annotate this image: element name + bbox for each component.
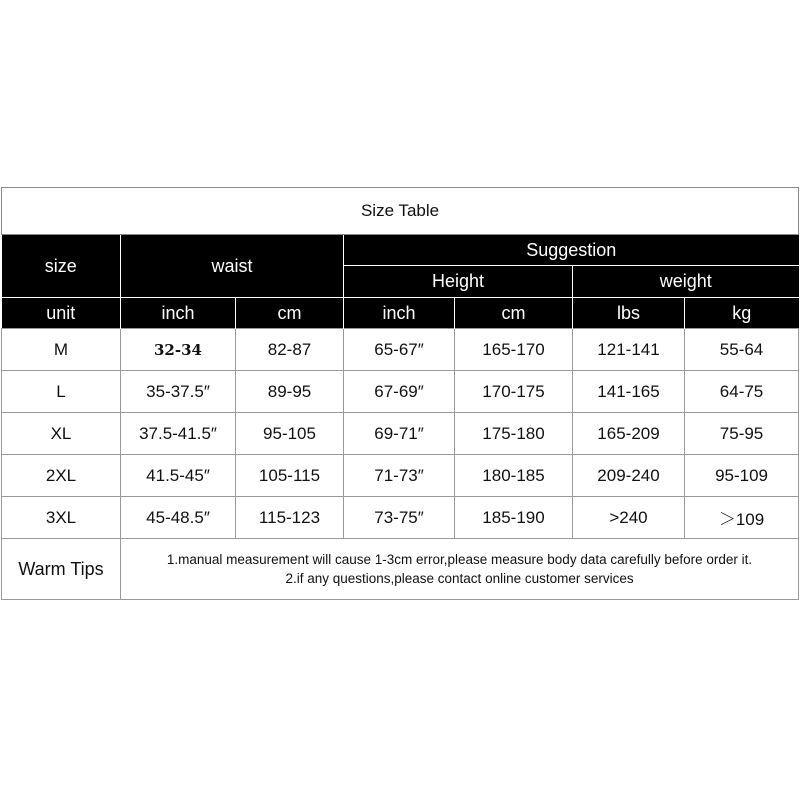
warm-tips-text — [121, 539, 799, 600]
height-inch-cell: 73-75″ — [344, 497, 455, 539]
height-cm-cell: 180-185 — [455, 455, 573, 497]
size-cell: 3XL — [2, 497, 121, 539]
waist-inch-cell: 35-37.5″ — [121, 371, 236, 413]
tip-line: 2.if any questions,please contact online customer services — [285, 571, 634, 586]
warm-tips-label: Warm Tips — [2, 539, 121, 600]
waist-cm-cell: 95-105 — [236, 413, 344, 455]
weight-lbs-cell: 121-141 — [573, 329, 685, 371]
waist-cm-cell: 115-123 — [236, 497, 344, 539]
height-cm-cell: 165-170 — [455, 329, 573, 371]
height-cm-cell: 170-175 — [455, 371, 573, 413]
waist-inch-cell: 41.5-45″ — [121, 455, 236, 497]
waist-cm-cell: 82-87 — [236, 329, 344, 371]
size-cell: M — [2, 329, 121, 371]
size-cell: L — [2, 371, 121, 413]
table-row — [2, 455, 799, 497]
height-cm-cell: 185-190 — [455, 497, 573, 539]
warm-tips-row — [2, 539, 799, 600]
header-weight: weight — [573, 266, 799, 298]
waist-cm-cell: 89-95 — [236, 371, 344, 413]
unit-weight-lbs: lbs — [573, 298, 685, 329]
height-inch-cell: 69-71″ — [344, 413, 455, 455]
unit-weight-kg: kg — [685, 298, 799, 329]
header-waist: waist — [121, 235, 344, 298]
weight-kg-cell: 64-75 — [685, 371, 799, 413]
waist-inch-cell: 45-48.5″ — [121, 497, 236, 539]
size-cell: 2XL — [2, 455, 121, 497]
table-row — [2, 497, 799, 539]
unit-waist-cm: cm — [236, 298, 344, 329]
weight-lbs-cell: 209-240 — [573, 455, 685, 497]
size-table — [1, 187, 799, 600]
weight-kg-cell: 75-95 — [685, 413, 799, 455]
waist-cm-cell: 105-115 — [236, 455, 344, 497]
size-cell: XL — [2, 413, 121, 455]
table-row — [2, 371, 799, 413]
unit-height-cm: cm — [455, 298, 573, 329]
weight-kg-cell: 95-109 — [685, 455, 799, 497]
header-unit: unit — [2, 298, 121, 329]
height-inch-cell: 65-67″ — [344, 329, 455, 371]
table-row — [2, 413, 799, 455]
table-title: Size Table — [2, 188, 799, 235]
header-size: size — [2, 235, 121, 298]
waist-inch-cell: 37.5-41.5″ — [121, 413, 236, 455]
waist-inch-cell: 32-34 — [121, 329, 236, 371]
weight-kg-cell: 55-64 — [685, 329, 799, 371]
header-suggestion: Suggestion — [344, 235, 799, 266]
tip-line: 1.manual measurement will cause 1-3cm error,please measure body data carefully before order it. — [166, 552, 753, 567]
unit-waist-inch: inch — [121, 298, 236, 329]
header-height: Height — [344, 266, 573, 298]
table-row — [2, 329, 799, 371]
height-inch-cell: 67-69″ — [344, 371, 455, 413]
weight-lbs-cell: >240 — [573, 497, 685, 539]
weight-lbs-cell: 165-209 — [573, 413, 685, 455]
unit-height-inch: inch — [344, 298, 455, 329]
weight-lbs-cell: 141-165 — [573, 371, 685, 413]
height-inch-cell: 71-73″ — [344, 455, 455, 497]
weight-kg-cell: ＞109 — [685, 497, 799, 539]
height-cm-cell: 175-180 — [455, 413, 573, 455]
